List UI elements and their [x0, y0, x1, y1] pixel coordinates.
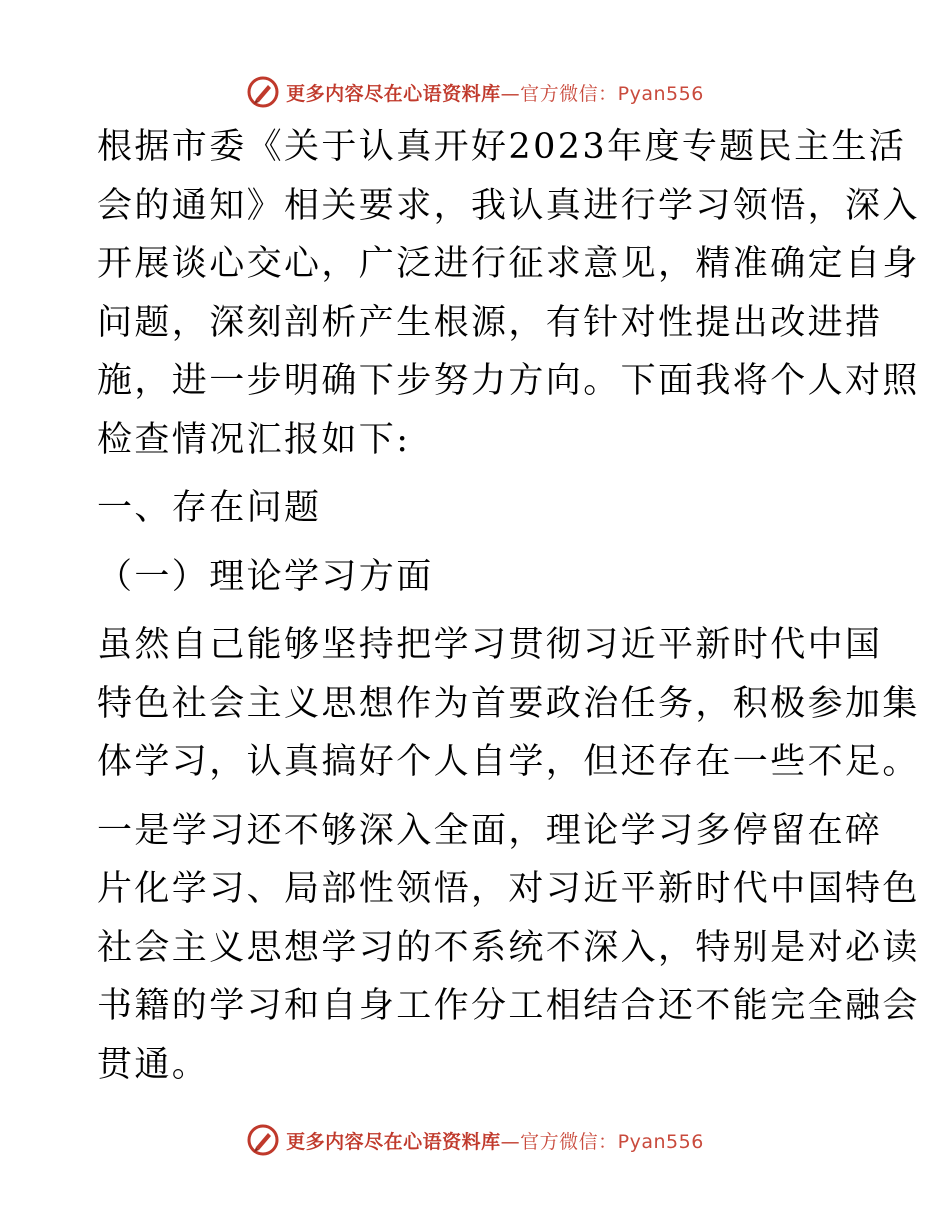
document-body	[97, 118, 920, 1094]
text-line: 根据市委《关于认真开好2023年度专题民主生活	[97, 127, 907, 167]
watermark-main: 更多内容尽在心语资料库	[286, 1130, 501, 1153]
watermark-footer	[0, 1118, 950, 1162]
text-line: 检查情况汇报如下:	[97, 419, 411, 460]
text-line: 虽然自己能够坚持把学习贯彻习近平新时代中国	[97, 625, 883, 665]
subsection-heading	[97, 548, 867, 607]
heading-text: 一、存在问题	[97, 488, 322, 528]
text-line: 特色社会主义思想作为首要政治任务，积极参加集	[97, 683, 920, 724]
pen-logo-icon	[246, 75, 280, 109]
watermark-dash: —	[500, 1130, 521, 1153]
text-line: 问题，深刻剖析产生根源，有针对性提出改进措	[97, 302, 883, 343]
watermark-dash: —	[500, 82, 521, 105]
text-line: 会的通知》相关要求，我认真进行学习领悟，深入	[97, 185, 920, 226]
watermark-sub: 官方微信：Pyan556	[520, 1130, 704, 1153]
text-line: 片化学习、局部性领悟，对习近平新时代中国特色	[97, 869, 920, 909]
watermark-header	[0, 70, 950, 114]
watermark-text	[286, 1127, 704, 1154]
pen-logo-icon	[246, 1123, 280, 1157]
text-line: 体学习，认真搞好个人自学，但还存在一些不足。	[97, 742, 920, 782]
paragraph-body-2	[97, 802, 920, 1095]
section-heading	[97, 479, 867, 538]
watermark-main: 更多内容尽在心语资料库	[286, 82, 501, 105]
paragraph-body-1	[97, 616, 920, 792]
text-line: 施，进一步明确下步努力方向。下面我将个人对照	[97, 361, 920, 401]
paragraph-intro	[97, 118, 920, 469]
watermark-text	[286, 79, 704, 106]
text-line: 开展谈心交心，广泛进行征求意见，精准确定自身	[97, 244, 920, 284]
watermark-sub: 官方微信：Pyan556	[520, 82, 704, 105]
text-line: 一是学习还不够深入全面，理论学习多停留在碎	[97, 810, 883, 851]
text-line: 书籍的学习和自身工作分工相结合还不能完全融会	[97, 986, 920, 1026]
subheading-text: （一）理论学习方面	[97, 556, 434, 597]
text-line: 社会主义思想学习的不系统不深入，特别是对必读	[97, 927, 920, 968]
text-line: 贯通。	[97, 1044, 210, 1085]
